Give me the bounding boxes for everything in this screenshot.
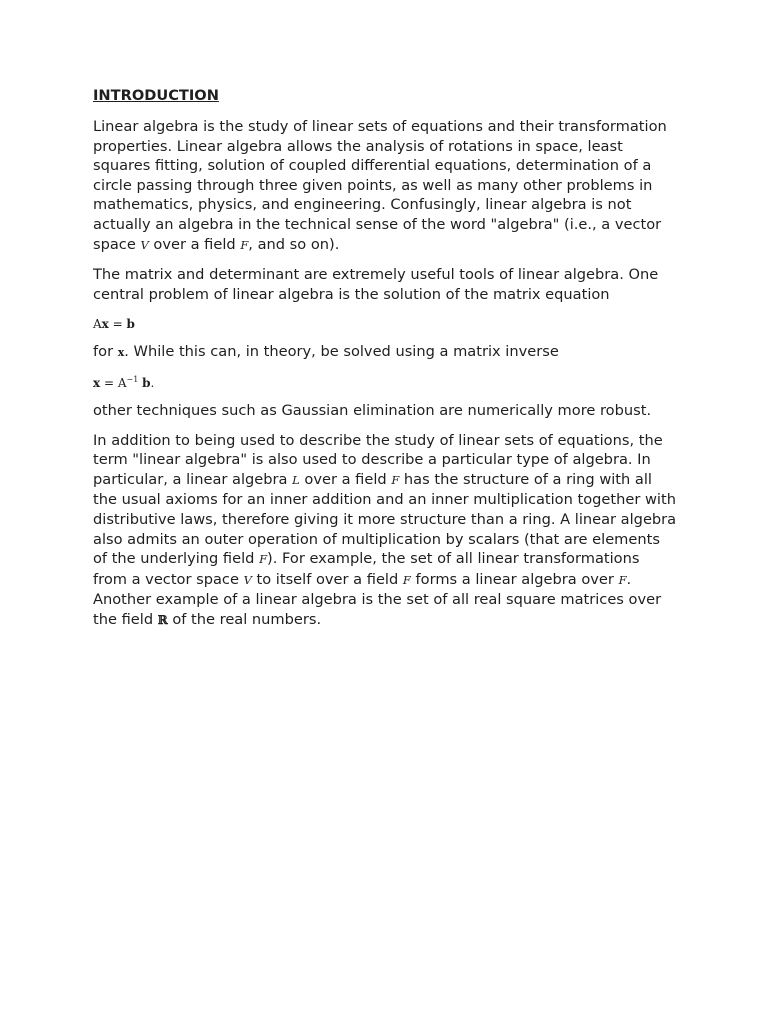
math-symbol-f: F	[259, 552, 268, 567]
text: for	[93, 343, 118, 361]
text: Linear algebra is the study of linear sets of equations and their transformation properties. Linear algebra allows the analysis of rotations in space, least squares fitting, solution of coupled differential equations, determination of a circle passing through three given points, as well as many other problems in mathematics, physics, and engineering. Confusingly, linear algebra is not actually an algebra in the technical sense of the word "algebra" (i.e., a vector space	[93, 118, 667, 253]
math-equals: =	[108, 317, 127, 332]
paragraph-definition	[93, 117, 678, 255]
math-symbol-reals: ℝ	[157, 612, 168, 627]
math-symbol-v: V	[243, 572, 252, 587]
section-heading: INTRODUCTION	[93, 87, 219, 104]
text: , and so on).	[248, 235, 340, 253]
math-matrix-a: A	[93, 317, 102, 332]
math-vector-b: b	[126, 317, 135, 332]
paragraph-matrix-inverse	[93, 342, 678, 363]
math-symbol-v: V	[140, 237, 149, 252]
math-symbol-f: F	[618, 572, 627, 587]
equation-ax-equals-b	[93, 314, 678, 334]
text: has the structure of a ring with all the usual axioms for an inner addition and an inner multiplication together with distributive laws, therefore giving it more structure than a ring. A linear algebra also admits an outer operation of multiplication by scalars (that are elements of the underlying field	[93, 470, 677, 568]
text: over a field	[299, 470, 392, 488]
math-symbol-f: F	[240, 237, 249, 252]
text: over a field	[148, 235, 241, 253]
math-exponent: −1	[126, 374, 139, 384]
math-matrix-a: A	[117, 375, 127, 390]
paragraph-linear-algebra-structure	[93, 431, 678, 631]
text: . Another example of a linear algebra is the set of all real square matrices over the field	[93, 570, 662, 628]
document-body	[93, 86, 678, 640]
paragraph-gaussian-elimination: other techniques such as Gaussian elimination are numerically more robust.	[93, 401, 652, 419]
math-vector-x: x	[93, 375, 101, 390]
math-vector-x: x	[117, 346, 125, 360]
math-vector-x: x	[101, 317, 109, 332]
math-symbol-l: L	[292, 472, 300, 487]
text: . While this can, in theory, be solved using a matrix inverse	[124, 343, 559, 361]
equation-inverse-solution	[93, 373, 678, 393]
math-period: .	[150, 375, 155, 390]
text: forms a linear algebra over	[410, 570, 619, 588]
text: to itself over a field	[251, 570, 403, 588]
text: ). For example, the set of all linear transformations from a vector space	[93, 550, 640, 588]
math-symbol-f: F	[402, 572, 411, 587]
math-equals: =	[100, 375, 118, 390]
text: of the real numbers.	[167, 610, 322, 628]
paragraph-matrix-equation: The matrix and determinant are extremely useful tools of linear algebra. One central problem of linear algebra is the solution of the matrix equation	[93, 266, 659, 303]
text: In addition to being used to describe the study of linear sets of equations, the term "linear algebra" is also used to describe a particular type of algebra. In particular, a linear algebra	[93, 431, 663, 488]
math-vector-b: b	[142, 375, 151, 390]
math-symbol-f: F	[391, 472, 400, 487]
